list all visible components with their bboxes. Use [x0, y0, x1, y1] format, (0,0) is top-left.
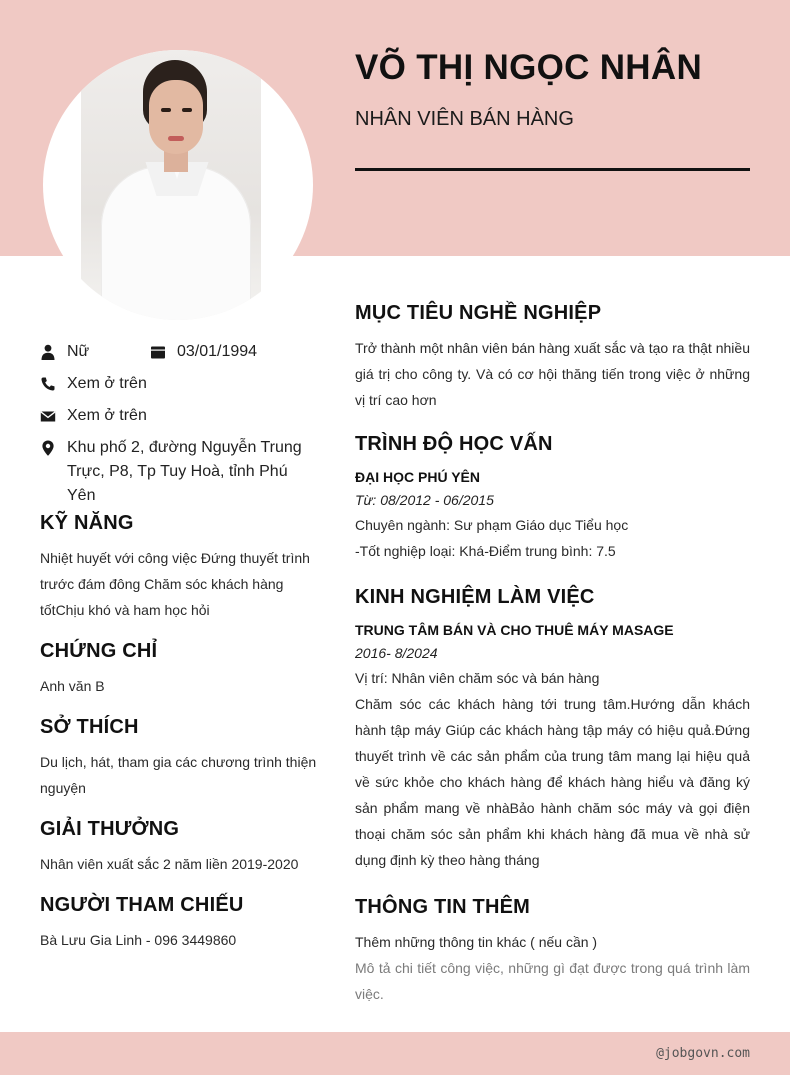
hobbies-section [40, 716, 320, 801]
experience-position: Vị trí: Nhân viên chăm sóc và bán hàng [355, 670, 600, 686]
profile-photo [81, 50, 261, 320]
additional-line2: Mô tả chi tiết công việc, những gì đạt được trong quá trình làm việc. [355, 960, 750, 1002]
contact-row-phone [40, 372, 320, 396]
objective-text: Trở thành một nhân viên bán hàng xuất sắc và tạo ra thật nhiều giá trị cho công ty. Và có cơ hội thăng tiến trong việc ở những vị trí cao hơn [355, 340, 750, 408]
company-name: TRUNG TÂM BÁN VÀ CHO THUÊ MÁY MASAGE [355, 622, 674, 638]
footer-watermark: @jobgovn.com [656, 1046, 750, 1061]
gender-value: Nữ [67, 343, 90, 360]
header-divider [355, 168, 750, 171]
school-name: ĐẠI HỌC PHÚ YÊN [355, 469, 480, 485]
location-pin-icon [40, 440, 56, 456]
hobbies-text: Du lịch, hát, tham gia các chương trình thiện nguyện [40, 754, 317, 796]
job-title: NHÂN VIÊN BÁN HÀNG [355, 108, 574, 130]
education-title: TRÌNH ĐỘ HỌC VẤN [355, 433, 553, 455]
phone-icon [40, 376, 56, 392]
skills-title: KỸ NĂNG [40, 512, 134, 534]
certificates-title: CHỨNG CHỈ [40, 640, 158, 662]
references-section [40, 894, 320, 953]
dob-value: 03/01/1994 [177, 343, 258, 360]
calendar-icon [150, 344, 166, 360]
experience-period: 2016- 8/2024 [355, 645, 438, 661]
education-section [355, 433, 750, 564]
awards-section [40, 818, 320, 877]
skills-text: Nhiệt huyết với công việc Đứng thuyết trình trước đám đông Chăm sóc khách hàng tốtChịu khó và ham học hỏi [40, 550, 310, 618]
profile-photo-frame [43, 50, 313, 320]
contact-row-gender-dob [40, 340, 320, 364]
phone-value: Xem ở trên [67, 375, 147, 392]
experience-section [355, 586, 750, 873]
awards-title: GIẢI THƯỞNG [40, 818, 180, 840]
experience-description: Chăm sóc các khách hàng tới trung tâm.Hướng dẫn khách hành tập máy Giúp các khách hàng tập máy có hiệu quả.Đứng thuyết trình về các sản phẩm của trung tâm mang lại hiệu quả về sức khỏe cho khách hàng để khách hàng hiểu và đăng ký sản phẩm mang về nhàBảo hành chăm sóc máy và gọi điện thoại chăm sóc sản phẩm khi khách hàng đã mua về nhà sử dụng định kỳ theo hàng tháng [355, 696, 750, 868]
certificates-text: Anh văn B [40, 678, 105, 694]
objective-section [355, 302, 750, 413]
contact-row-address [40, 436, 320, 508]
additional-section [355, 896, 750, 1007]
awards-text: Nhân viên xuất sắc 2 năm liền 2019-2020 [40, 856, 299, 872]
skills-section [40, 512, 320, 623]
additional-title: THÔNG TIN THÊM [355, 896, 531, 918]
education-period: Từ: 08/2012 - 06/2015 [355, 492, 494, 508]
objective-title: MỤC TIÊU NGHỀ NGHIỆP [355, 302, 602, 324]
education-major: Chuyên ngành: Sư phạm Giáo dục Tiểu học [355, 517, 629, 533]
additional-line1: Thêm những thông tin khác ( nếu cần ) [355, 934, 598, 950]
hobbies-title: SỞ THÍCH [40, 716, 139, 738]
email-icon [40, 408, 56, 424]
contact-row-email [40, 404, 320, 428]
contact-section [40, 340, 320, 516]
address-value: Khu phố 2, đường Nguyễn Trung Trực, P8, Tp Tuy Hoà, tỉnh Phú Yên [67, 439, 302, 504]
certificates-section [40, 640, 320, 699]
education-grade: -Tốt nghiệp loại: Khá-Điểm trung bình: 7.5 [355, 543, 616, 559]
email-value: Xem ở trên [67, 407, 147, 424]
person-icon [40, 344, 56, 360]
references-text: Bà Lưu Gia Linh - 096 3449860 [40, 932, 237, 948]
candidate-name: VÕ THỊ NGỌC NHÂN [355, 48, 703, 87]
experience-title: KINH NGHIỆM LÀM VIỆC [355, 586, 595, 608]
references-title: NGƯỜI THAM CHIẾU [40, 894, 244, 916]
